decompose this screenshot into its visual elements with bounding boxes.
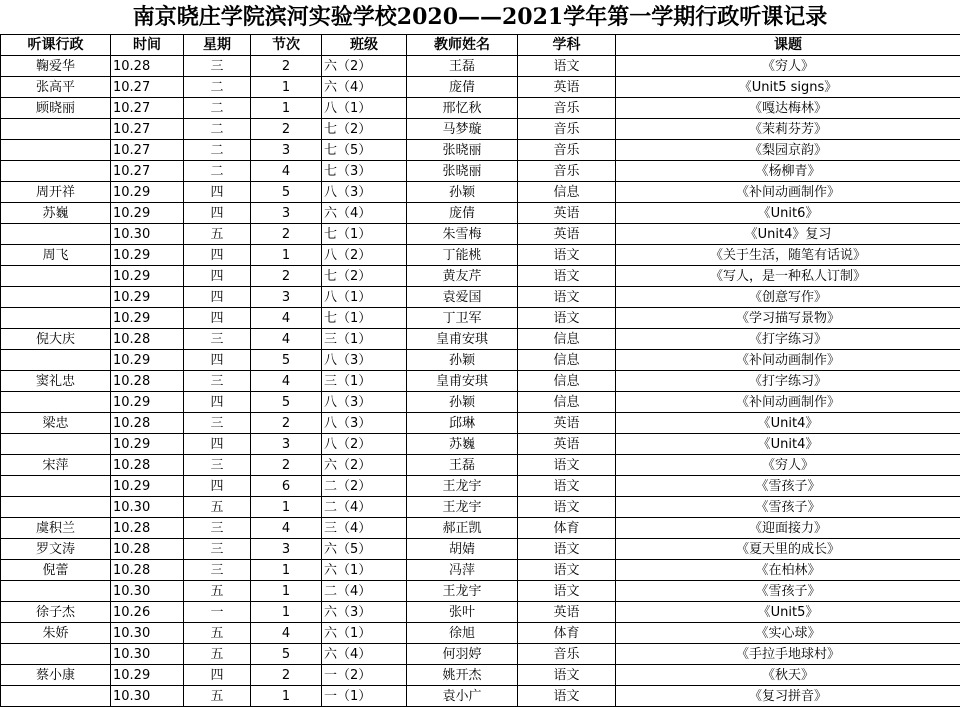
table-row: [1, 686, 960, 707]
class-cell: 六（4）: [322, 203, 407, 224]
table-row: [1, 434, 960, 455]
class-cell: 八（2）: [322, 434, 407, 455]
class-cell: 八（3）: [322, 413, 407, 434]
table-row: [1, 287, 960, 308]
subject-cell: 体育: [518, 518, 616, 539]
date-cell: 10.29: [111, 287, 184, 308]
observer-cell: 周开祥: [1, 182, 111, 203]
teacher-cell: 张晓丽: [407, 161, 518, 182]
weekday-cell: 二: [184, 98, 251, 119]
class-cell: 三（1）: [322, 329, 407, 350]
date-cell: 10.30: [111, 623, 184, 644]
subject-cell: 信息: [518, 392, 616, 413]
teacher-cell: 郝正凯: [407, 518, 518, 539]
class-cell: 六（5）: [322, 539, 407, 560]
observer-cell: [1, 644, 111, 665]
subject-cell: 体育: [518, 623, 616, 644]
period-cell: 3: [251, 140, 322, 161]
weekday-cell: 二: [184, 119, 251, 140]
weekday-cell: 四: [184, 392, 251, 413]
table-row: [1, 119, 960, 140]
topic-cell: 《补间动画制作》: [616, 182, 960, 203]
teacher-cell: 皇甫安琪: [407, 371, 518, 392]
weekday-cell: 五: [184, 497, 251, 518]
date-cell: 10.29: [111, 350, 184, 371]
subject-cell: 语文: [518, 476, 616, 497]
period-cell: 3: [251, 287, 322, 308]
table-row: [1, 245, 960, 266]
period-cell: 1: [251, 602, 322, 623]
observer-cell: 蔡小康: [1, 665, 111, 686]
date-cell: 10.30: [111, 644, 184, 665]
observer-cell: [1, 287, 111, 308]
class-cell: 八（1）: [322, 287, 407, 308]
weekday-cell: 三: [184, 371, 251, 392]
subject-cell: 语文: [518, 539, 616, 560]
subject-cell: 语文: [518, 686, 616, 707]
topic-cell: 《Unit5》: [616, 602, 960, 623]
subject-cell: 英语: [518, 77, 616, 98]
period-cell: 1: [251, 245, 322, 266]
period-cell: 2: [251, 56, 322, 77]
date-cell: 10.30: [111, 224, 184, 245]
observer-cell: 张高平: [1, 77, 111, 98]
teacher-cell: 张叶: [407, 602, 518, 623]
weekday-cell: 二: [184, 77, 251, 98]
header-topic: 课题: [616, 35, 960, 56]
observer-cell: [1, 119, 111, 140]
subject-cell: 语文: [518, 455, 616, 476]
subject-cell: 语文: [518, 665, 616, 686]
weekday-cell: 四: [184, 350, 251, 371]
observer-cell: 周飞: [1, 245, 111, 266]
class-cell: 六（1）: [322, 623, 407, 644]
topic-cell: 《实心球》: [616, 623, 960, 644]
teacher-cell: 王磊: [407, 56, 518, 77]
period-cell: 1: [251, 77, 322, 98]
table-row: [1, 161, 960, 182]
class-cell: 八（1）: [322, 98, 407, 119]
table-row: [1, 665, 960, 686]
date-cell: 10.28: [111, 539, 184, 560]
class-cell: 二（4）: [322, 581, 407, 602]
period-cell: 4: [251, 518, 322, 539]
class-cell: 七（1）: [322, 224, 407, 245]
class-cell: 八（3）: [322, 350, 407, 371]
table-row: [1, 350, 960, 371]
table-row: [1, 644, 960, 665]
observer-cell: 顾晓丽: [1, 98, 111, 119]
observer-cell: [1, 392, 111, 413]
class-cell: 二（2）: [322, 476, 407, 497]
table-row: [1, 476, 960, 497]
topic-cell: 《在柏林》: [616, 560, 960, 581]
teacher-cell: 姚开杰: [407, 665, 518, 686]
weekday-cell: 四: [184, 245, 251, 266]
class-cell: 六（3）: [322, 602, 407, 623]
period-cell: 1: [251, 686, 322, 707]
header-teacher: 教师姓名: [407, 35, 518, 56]
topic-cell: 《穷人》: [616, 455, 960, 476]
table-row: [1, 560, 960, 581]
period-cell: 4: [251, 329, 322, 350]
table-row: [1, 623, 960, 644]
teacher-cell: 冯萍: [407, 560, 518, 581]
class-cell: 八（3）: [322, 182, 407, 203]
observer-cell: [1, 308, 111, 329]
topic-cell: 《学习描写景物》: [616, 308, 960, 329]
header-subject: 学科: [518, 35, 616, 56]
class-cell: 一（2）: [322, 665, 407, 686]
topic-cell: 《打字练习》: [616, 371, 960, 392]
topic-cell: 《穷人》: [616, 56, 960, 77]
topic-cell: 《迎面接力》: [616, 518, 960, 539]
observer-cell: [1, 224, 111, 245]
date-cell: 10.28: [111, 560, 184, 581]
class-cell: 六（1）: [322, 560, 407, 581]
period-cell: 3: [251, 434, 322, 455]
class-cell: 三（4）: [322, 518, 407, 539]
topic-cell: 《打字练习》: [616, 329, 960, 350]
subject-cell: 英语: [518, 413, 616, 434]
date-cell: 10.26: [111, 602, 184, 623]
period-cell: 4: [251, 161, 322, 182]
weekday-cell: 三: [184, 455, 251, 476]
observer-cell: [1, 161, 111, 182]
date-cell: 10.28: [111, 371, 184, 392]
subject-cell: 英语: [518, 602, 616, 623]
subject-cell: 信息: [518, 182, 616, 203]
observer-cell: 虞积兰: [1, 518, 111, 539]
weekday-cell: 三: [184, 329, 251, 350]
observer-cell: 鞠爱华: [1, 56, 111, 77]
class-cell: 七（5）: [322, 140, 407, 161]
header-row: [1, 35, 960, 56]
subject-cell: 英语: [518, 434, 616, 455]
observer-cell: [1, 497, 111, 518]
class-cell: 七（3）: [322, 161, 407, 182]
subject-cell: 语文: [518, 560, 616, 581]
topic-cell: 《补间动画制作》: [616, 350, 960, 371]
teacher-cell: 何羽婷: [407, 644, 518, 665]
date-cell: 10.28: [111, 56, 184, 77]
teacher-cell: 庞倩: [407, 77, 518, 98]
observer-cell: 倪蕾: [1, 560, 111, 581]
observer-cell: 罗文涛: [1, 539, 111, 560]
topic-cell: 《创意写作》: [616, 287, 960, 308]
weekday-cell: 二: [184, 140, 251, 161]
subject-cell: 音乐: [518, 140, 616, 161]
teacher-cell: 邱琳: [407, 413, 518, 434]
table-row: [1, 329, 960, 350]
weekday-cell: 五: [184, 581, 251, 602]
topic-cell: 《Unit4》复习: [616, 224, 960, 245]
weekday-cell: 三: [184, 539, 251, 560]
subject-cell: 语文: [518, 56, 616, 77]
class-cell: 三（1）: [322, 371, 407, 392]
observer-cell: 徐子杰: [1, 602, 111, 623]
weekday-cell: 二: [184, 161, 251, 182]
topic-cell: 《Unit5 signs》: [616, 77, 960, 98]
period-cell: 6: [251, 476, 322, 497]
table-row: [1, 203, 960, 224]
class-cell: 八（2）: [322, 245, 407, 266]
topic-cell: 《写人，是一种私人订制》: [616, 266, 960, 287]
date-cell: 10.27: [111, 140, 184, 161]
subject-cell: 语文: [518, 266, 616, 287]
date-cell: 10.30: [111, 497, 184, 518]
period-cell: 2: [251, 224, 322, 245]
period-cell: 3: [251, 539, 322, 560]
topic-cell: 《复习拼音》: [616, 686, 960, 707]
topic-cell: 《Unit4》: [616, 413, 960, 434]
period-cell: 1: [251, 581, 322, 602]
date-cell: 10.30: [111, 686, 184, 707]
class-cell: 一（1）: [322, 686, 407, 707]
teacher-cell: 丁卫军: [407, 308, 518, 329]
date-cell: 10.30: [111, 581, 184, 602]
teacher-cell: 丁能桃: [407, 245, 518, 266]
class-cell: 六（4）: [322, 77, 407, 98]
weekday-cell: 四: [184, 308, 251, 329]
teacher-cell: 皇甫安琪: [407, 329, 518, 350]
date-cell: 10.28: [111, 455, 184, 476]
date-cell: 10.29: [111, 266, 184, 287]
sheet-title: 南京晓庄学院滨河实验学校2020——2021学年第一学期行政听课记录: [0, 0, 960, 34]
date-cell: 10.27: [111, 161, 184, 182]
date-cell: 10.29: [111, 308, 184, 329]
weekday-cell: 三: [184, 518, 251, 539]
subject-cell: 音乐: [518, 644, 616, 665]
period-cell: 4: [251, 371, 322, 392]
observer-cell: [1, 581, 111, 602]
table-row: [1, 539, 960, 560]
class-cell: 六（4）: [322, 644, 407, 665]
weekday-cell: 五: [184, 623, 251, 644]
weekday-cell: 四: [184, 665, 251, 686]
subject-cell: 信息: [518, 329, 616, 350]
subject-cell: 语文: [518, 581, 616, 602]
teacher-cell: 袁爱国: [407, 287, 518, 308]
topic-cell: 《茉莉芬芳》: [616, 119, 960, 140]
date-cell: 10.29: [111, 245, 184, 266]
date-cell: 10.27: [111, 98, 184, 119]
class-cell: 七（1）: [322, 308, 407, 329]
header-class: 班级: [322, 35, 407, 56]
teacher-cell: 袁小广: [407, 686, 518, 707]
weekday-cell: 三: [184, 560, 251, 581]
teacher-cell: 马梦璇: [407, 119, 518, 140]
teacher-cell: 孙颖: [407, 182, 518, 203]
weekday-cell: 四: [184, 266, 251, 287]
period-cell: 1: [251, 560, 322, 581]
weekday-cell: 四: [184, 182, 251, 203]
weekday-cell: 一: [184, 602, 251, 623]
period-cell: 4: [251, 308, 322, 329]
observer-cell: [1, 476, 111, 497]
period-cell: 2: [251, 413, 322, 434]
observer-cell: [1, 140, 111, 161]
header-observer: 听课行政: [1, 35, 111, 56]
table-row: [1, 224, 960, 245]
weekday-cell: 五: [184, 644, 251, 665]
date-cell: 10.28: [111, 413, 184, 434]
period-cell: 1: [251, 98, 322, 119]
table-row: [1, 266, 960, 287]
table-row: [1, 497, 960, 518]
teacher-cell: 黄友芹: [407, 266, 518, 287]
teacher-cell: 孙颖: [407, 392, 518, 413]
subject-cell: 英语: [518, 203, 616, 224]
weekday-cell: 五: [184, 686, 251, 707]
period-cell: 5: [251, 392, 322, 413]
weekday-cell: 五: [184, 224, 251, 245]
table-row: [1, 371, 960, 392]
class-cell: 六（2）: [322, 455, 407, 476]
period-cell: 5: [251, 644, 322, 665]
table-row: [1, 56, 960, 77]
period-cell: 5: [251, 350, 322, 371]
lesson-observation-table: [0, 34, 960, 707]
weekday-cell: 三: [184, 56, 251, 77]
teacher-cell: 王龙宇: [407, 497, 518, 518]
subject-cell: 音乐: [518, 119, 616, 140]
table-row: [1, 182, 960, 203]
topic-cell: 《Unit4》: [616, 434, 960, 455]
weekday-cell: 四: [184, 476, 251, 497]
topic-cell: 《夏天里的成长》: [616, 539, 960, 560]
observer-cell: 朱娇: [1, 623, 111, 644]
date-cell: 10.29: [111, 203, 184, 224]
topic-cell: 《梨园京韵》: [616, 140, 960, 161]
period-cell: 1: [251, 497, 322, 518]
topic-cell: 《雪孩子》: [616, 581, 960, 602]
teacher-cell: 胡婧: [407, 539, 518, 560]
teacher-cell: 王龙宇: [407, 476, 518, 497]
observer-cell: 梁忠: [1, 413, 111, 434]
topic-cell: 《雪孩子》: [616, 497, 960, 518]
table-row: [1, 602, 960, 623]
date-cell: 10.29: [111, 476, 184, 497]
weekday-cell: 四: [184, 287, 251, 308]
table-row: [1, 98, 960, 119]
weekday-cell: 四: [184, 434, 251, 455]
subject-cell: 语文: [518, 308, 616, 329]
topic-cell: 《秋天》: [616, 665, 960, 686]
period-cell: 3: [251, 203, 322, 224]
date-cell: 10.28: [111, 329, 184, 350]
subject-cell: 英语: [518, 224, 616, 245]
topic-cell: 《杨柳青》: [616, 161, 960, 182]
observer-cell: 窦礼忠: [1, 371, 111, 392]
table-row: [1, 392, 960, 413]
observer-cell: 倪大庆: [1, 329, 111, 350]
observer-cell: 苏巍: [1, 203, 111, 224]
subject-cell: 信息: [518, 371, 616, 392]
date-cell: 10.28: [111, 518, 184, 539]
period-cell: 2: [251, 665, 322, 686]
subject-cell: 语文: [518, 287, 616, 308]
topic-cell: 《Unit6》: [616, 203, 960, 224]
subject-cell: 信息: [518, 350, 616, 371]
topic-cell: 《雪孩子》: [616, 476, 960, 497]
class-cell: 六（2）: [322, 56, 407, 77]
table-row: [1, 308, 960, 329]
period-cell: 2: [251, 455, 322, 476]
teacher-cell: 王龙宇: [407, 581, 518, 602]
table-row: [1, 413, 960, 434]
observer-cell: [1, 434, 111, 455]
teacher-cell: 邢忆秋: [407, 98, 518, 119]
weekday-cell: 三: [184, 413, 251, 434]
table-row: [1, 77, 960, 98]
observer-cell: [1, 350, 111, 371]
class-cell: 七（2）: [322, 266, 407, 287]
period-cell: 4: [251, 623, 322, 644]
observer-cell: [1, 266, 111, 287]
date-cell: 10.29: [111, 665, 184, 686]
subject-cell: 音乐: [518, 161, 616, 182]
class-cell: 二（4）: [322, 497, 407, 518]
header-date: 时间: [111, 35, 184, 56]
period-cell: 2: [251, 266, 322, 287]
header-weekday: 星期: [184, 35, 251, 56]
subject-cell: 音乐: [518, 98, 616, 119]
table-row: [1, 518, 960, 539]
topic-cell: 《补间动画制作》: [616, 392, 960, 413]
table-row: [1, 581, 960, 602]
topic-cell: 《手拉手地球村》: [616, 644, 960, 665]
period-cell: 5: [251, 182, 322, 203]
date-cell: 10.29: [111, 182, 184, 203]
observer-cell: 宋萍: [1, 455, 111, 476]
header-period: 节次: [251, 35, 322, 56]
table-row: [1, 455, 960, 476]
teacher-cell: 朱雪梅: [407, 224, 518, 245]
teacher-cell: 苏巍: [407, 434, 518, 455]
topic-cell: 《嘎达梅林》: [616, 98, 960, 119]
class-cell: 八（3）: [322, 392, 407, 413]
table-row: [1, 140, 960, 161]
teacher-cell: 孙颖: [407, 350, 518, 371]
date-cell: 10.29: [111, 434, 184, 455]
teacher-cell: 徐旭: [407, 623, 518, 644]
topic-cell: 《关于生活，随笔有话说》: [616, 245, 960, 266]
subject-cell: 语文: [518, 497, 616, 518]
date-cell: 10.27: [111, 77, 184, 98]
teacher-cell: 庞倩: [407, 203, 518, 224]
weekday-cell: 四: [184, 203, 251, 224]
teacher-cell: 张晓丽: [407, 140, 518, 161]
observer-cell: [1, 686, 111, 707]
subject-cell: 语文: [518, 245, 616, 266]
class-cell: 七（2）: [322, 119, 407, 140]
date-cell: 10.29: [111, 392, 184, 413]
teacher-cell: 王磊: [407, 455, 518, 476]
period-cell: 2: [251, 119, 322, 140]
date-cell: 10.27: [111, 119, 184, 140]
